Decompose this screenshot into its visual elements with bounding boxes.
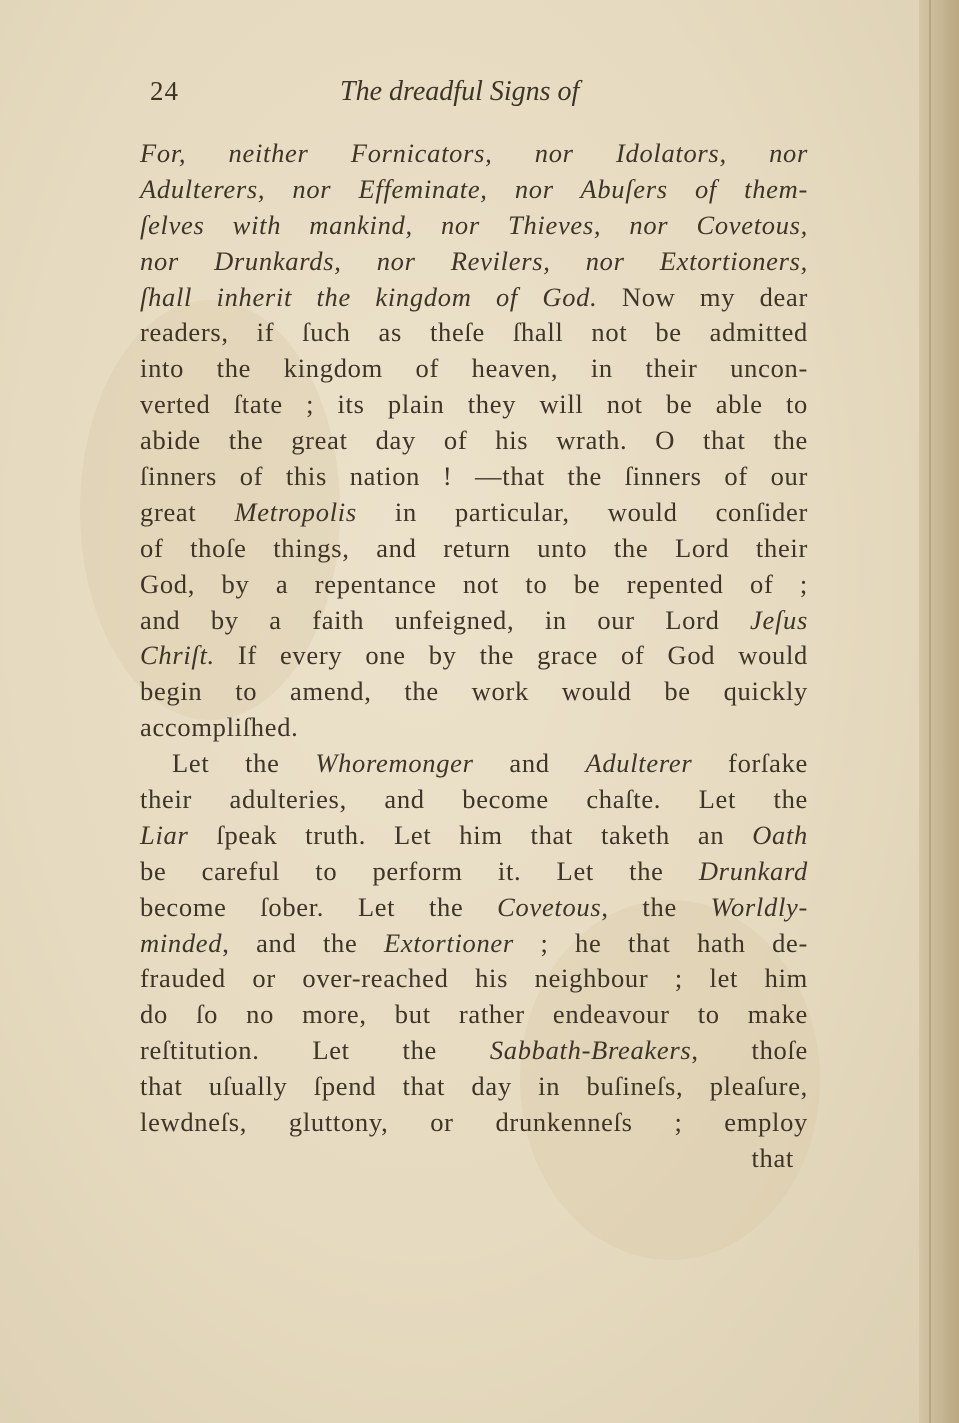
roman-text: become ſober. Let the bbox=[140, 891, 498, 922]
paragraph-1 bbox=[140, 136, 808, 746]
italic-text: Extortioner bbox=[384, 927, 514, 958]
text-line bbox=[140, 567, 808, 603]
text-line bbox=[140, 746, 808, 782]
roman-text: frauded or over-reached his neighbour ; let him bbox=[140, 963, 808, 994]
text-line bbox=[140, 782, 808, 818]
paragraph-2 bbox=[140, 746, 808, 1141]
text-line bbox=[140, 890, 808, 926]
roman-text: abide the great day of his wrath. O that the bbox=[140, 425, 808, 456]
text-line bbox=[140, 315, 808, 351]
italic-text: minded bbox=[140, 927, 223, 958]
text-line bbox=[140, 674, 808, 710]
roman-text: Let the bbox=[172, 748, 316, 779]
text-line bbox=[140, 603, 808, 639]
italic-text: Adulterers, nor Effeminate, nor Abuſers of them- bbox=[140, 173, 808, 204]
italic-text: Oath bbox=[752, 819, 808, 850]
italic-text: For, neither Fornicators, nor Idolators, nor bbox=[140, 138, 808, 168]
text-line bbox=[140, 495, 808, 531]
roman-text: and bbox=[473, 748, 586, 779]
italic-text: Adulterer bbox=[585, 748, 693, 779]
text-line bbox=[140, 1105, 808, 1141]
text-line bbox=[140, 854, 808, 890]
italic-text: Chriſt. bbox=[140, 640, 215, 671]
roman-text: If every one by the grace of God would bbox=[214, 640, 808, 671]
text-line bbox=[140, 280, 808, 316]
roman-text: reſtitution. Let the bbox=[140, 1035, 490, 1066]
roman-text: , and the bbox=[222, 927, 385, 958]
text-line bbox=[140, 136, 808, 172]
roman-text: verted ſtate ; its plain they will not be able to bbox=[140, 389, 808, 420]
roman-text: and by a faith unfeigned, in our Lord bbox=[140, 604, 751, 635]
roman-text: their adulteries, and become chaſte. Let the bbox=[140, 784, 808, 815]
roman-text: forſake bbox=[692, 748, 808, 779]
roman-text: be careful to perform it. Let the bbox=[140, 855, 699, 886]
roman-text: Now my dear bbox=[597, 281, 808, 312]
italic-text: Worldly- bbox=[710, 891, 808, 922]
roman-text: do ſo no more, but rather endeavour to make bbox=[140, 999, 808, 1030]
page-edge-line bbox=[929, 0, 931, 1423]
roman-text: into the kingdom of heaven, in their uncon- bbox=[140, 353, 808, 384]
italic-text: Jeſus bbox=[750, 604, 808, 635]
roman-text: ſpeak truth. Let him that taketh an bbox=[188, 819, 753, 850]
text-line bbox=[140, 1069, 808, 1105]
catchword: that bbox=[751, 1142, 794, 1173]
italic-text: ſhall inherit the kingdom of God. bbox=[140, 281, 598, 312]
text-line bbox=[140, 818, 808, 854]
page-number: 24 bbox=[150, 76, 179, 106]
page-header bbox=[150, 76, 670, 116]
roman-text: ſinners of this nation ! —that the ſinners of our bbox=[140, 461, 808, 492]
italic-text: Drunkard bbox=[698, 855, 808, 886]
roman-text: in particular, would conſider bbox=[356, 496, 808, 527]
text-line bbox=[140, 710, 808, 746]
text-line bbox=[140, 961, 808, 997]
running-title: The dreadful Signs of bbox=[340, 76, 580, 107]
body-text bbox=[140, 136, 808, 1177]
page-gutter-edge bbox=[919, 0, 959, 1423]
italic-text: ſelves with mankind, nor Thieves, nor Covetous, bbox=[140, 209, 808, 240]
italic-text: Whoremonger bbox=[315, 748, 474, 779]
roman-text: great bbox=[140, 496, 235, 527]
italic-text: Covetous bbox=[497, 891, 602, 922]
text-line bbox=[140, 387, 808, 423]
text-line bbox=[140, 926, 808, 962]
italic-text: Liar bbox=[140, 819, 189, 850]
text-line bbox=[140, 244, 808, 280]
text-line bbox=[140, 208, 808, 244]
text-line bbox=[140, 351, 808, 387]
italic-text: nor Drunkards, nor Revilers, nor Extortioners, bbox=[140, 245, 808, 276]
text-line bbox=[140, 1033, 808, 1069]
text-line bbox=[140, 997, 808, 1033]
roman-text: begin to amend, the work would be quickly bbox=[140, 676, 808, 707]
italic-text: Metropolis bbox=[234, 496, 357, 527]
roman-text: accompliſhed. bbox=[140, 712, 299, 743]
roman-text: ; he that hath de- bbox=[513, 927, 809, 958]
text-line bbox=[140, 459, 808, 495]
roman-text: God, by a repentance not to be repented of ; bbox=[140, 568, 808, 599]
text-line bbox=[140, 423, 808, 459]
text-line bbox=[140, 172, 808, 208]
roman-text: of thoſe things, and return unto the Lord their bbox=[140, 532, 808, 563]
roman-text: that uſually ſpend that day in buſineſs, pleaſure, bbox=[140, 1071, 808, 1102]
roman-text: readers, if ſuch as theſe ſhall not be admitted bbox=[140, 317, 808, 348]
roman-text: , the bbox=[601, 891, 711, 922]
roman-text: lewdneſs, gluttony, or drunkenneſs ; employ bbox=[140, 1107, 808, 1138]
italic-text: Sabbath-Breakers bbox=[489, 1035, 692, 1066]
text-line bbox=[140, 531, 808, 567]
text-line bbox=[140, 638, 808, 674]
roman-text: , thoſe bbox=[691, 1035, 808, 1066]
